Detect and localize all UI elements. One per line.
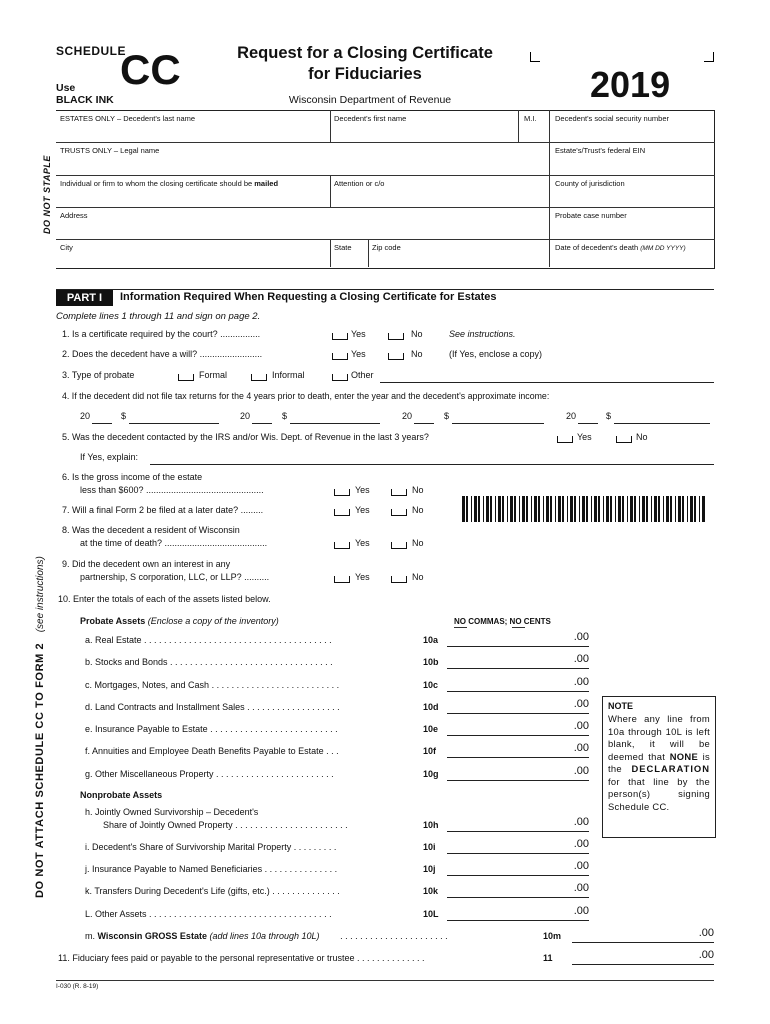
probate-informal-label: Informal <box>272 370 305 380</box>
barcode-bar <box>478 496 480 522</box>
line6-yes-checkbox[interactable] <box>334 489 350 496</box>
asset-row-10a-code: 10a <box>423 635 439 645</box>
asset-row-10d-code: 10d <box>423 702 439 712</box>
barcode-bar <box>639 496 640 522</box>
asset-row-10f-label: f. Annuities and Employee Death Benefits Payable to Estate . . . <box>85 746 339 756</box>
asset-row-10L-input[interactable] <box>447 905 589 921</box>
barcode-bar <box>514 496 516 522</box>
asset-row-10c-label: c. Mortgages, Notes, and Cash . . . . . . . . . . . . . . . . . . . . . . . . . . <box>85 680 340 690</box>
line2-question: 2. Does the decedent have a will? ......................... <box>62 349 263 359</box>
asset-row-h-code: 10h <box>423 820 439 830</box>
probate-other-label: Other <box>351 370 374 380</box>
barcode-bar <box>486 496 489 522</box>
line10-instruction: 10. Enter the totals of each of the assets listed below. <box>58 594 271 604</box>
part1-tag: PART I <box>56 290 113 306</box>
barcode-bar <box>694 496 696 522</box>
part1-subtitle: Complete lines 1 through 11 and sign on page 2. <box>56 311 261 322</box>
line11-label: 11. Fiduciary fees paid or payable to the personal representative or trustee . . . . . . . . . . . . . . <box>58 953 425 963</box>
barcode-bar <box>627 496 628 522</box>
probate-assets-label: Probate Assets <box>80 616 146 626</box>
line6-no-checkbox[interactable] <box>391 489 407 496</box>
line2-yes-label: Yes <box>351 349 366 359</box>
barcode-bar <box>538 496 540 522</box>
line7-no-label: No <box>412 505 424 515</box>
asset-row-10d-input[interactable] <box>447 698 589 714</box>
line5-explain-input[interactable] <box>150 450 714 465</box>
barcode-bar <box>502 496 504 522</box>
barcode-bar <box>546 496 549 522</box>
asset-row-10d-label: d. Land Contracts and Installment Sales . . . . . . . . . . . . . . . . . . . <box>85 702 340 712</box>
asset-row-h-label: h. Jointly Owned Survivorship – Decedent's <box>85 807 259 817</box>
probate-formal-checkbox[interactable] <box>178 374 194 381</box>
barcode-bar <box>702 496 705 522</box>
line2-no-checkbox[interactable] <box>388 353 404 360</box>
probate-assets-note: (Enclose a copy of the inventory) <box>147 616 279 626</box>
line9-no-checkbox[interactable] <box>391 576 407 583</box>
line8-no-checkbox[interactable] <box>391 542 407 549</box>
asset-row-10e-cents: .00 <box>573 720 589 732</box>
zip-field[interactable]: Zip code <box>372 243 401 252</box>
asset-row-10k-input[interactable] <box>447 882 589 898</box>
income2-dollar: $ <box>282 411 288 421</box>
line5-yes-checkbox[interactable] <box>557 436 573 443</box>
line7-no-checkbox[interactable] <box>391 509 407 516</box>
barcode-bar <box>682 496 684 522</box>
note-title: NOTE <box>608 701 634 711</box>
asset-row-10k-code: 10k <box>423 886 439 896</box>
barcode-bar <box>534 496 537 522</box>
decedent-first-name-field[interactable]: Decedent's first name <box>334 114 407 123</box>
asset-row-10g-code: 10g <box>423 769 439 779</box>
barcode-bar <box>462 496 465 522</box>
line1-no-checkbox[interactable] <box>388 333 404 340</box>
part1-title: Information Required When Requesting a Closing Certificate for Estates <box>120 291 497 303</box>
asset-row-10i-label: i. Decedent's Share of Survivorship Marital Property . . . . . . . . . <box>85 842 337 852</box>
barcode-bar <box>651 496 652 522</box>
year1-prefix: 20 <box>80 411 91 421</box>
barcode-bar <box>618 496 621 522</box>
asset-row-10e-code: 10e <box>423 724 439 734</box>
line6-yes-label: Yes <box>355 485 370 495</box>
mail-to-label: Individual or firm to whom the closing certificate should be <box>60 179 255 188</box>
line9-no-label: No <box>412 572 424 582</box>
line2-yes-checkbox[interactable] <box>332 353 348 360</box>
schedule-label: SCHEDULE <box>56 44 127 58</box>
barcode-bar <box>663 496 664 522</box>
federal-ein-field[interactable]: Estate's/Trust's federal EIN <box>555 146 646 155</box>
tax-year: 2019 <box>590 64 671 105</box>
barcode-bar <box>591 496 592 522</box>
asset-row-10k-cents: .00 <box>573 882 589 894</box>
asset-row-10g-label: g. Other Miscellaneous Property . . . . . . . . . . . . . . . . . . . . . . . . <box>85 769 334 779</box>
see-instructions-text: (see instructions) <box>35 556 46 633</box>
do-not-attach-text: DO NOT ATTACH SCHEDULE CC TO FORM 2 <box>34 642 46 898</box>
barcode-bar <box>567 496 568 522</box>
barcode-bar <box>678 496 681 522</box>
barcode-bar <box>471 496 472 522</box>
line5-question: 5. Was the decedent contacted by the IRS and/or Wis. Dept. of Revenue in the last 3 years? <box>62 432 429 442</box>
line-m-label <box>85 931 448 941</box>
note-body-a: Where any line from 10a through 10L is left blank, it will be deemed that <box>608 713 710 762</box>
income1-dollar: $ <box>121 411 127 421</box>
line5-no-checkbox[interactable] <box>616 436 632 443</box>
line9-yes-label: Yes <box>355 572 370 582</box>
do-not-attach-note <box>30 556 48 898</box>
note-body-declaration: DECLARATION <box>631 763 710 774</box>
schedule-code: CC <box>120 46 181 93</box>
form-title-line2: for Fiduciaries <box>308 65 422 83</box>
no-commas-heading: NO COMMAS; NO CENTS <box>454 617 551 626</box>
form-title-line1: Request for a Closing Certificate <box>237 44 493 62</box>
barcode-bar <box>510 496 513 522</box>
asset-row-10a-label: a. Real Estate . . . . . . . . . . . . . . . . . . . . . . . . . . . . . . . . . . . . . . <box>85 635 332 645</box>
asset-row-10b-cents: .00 <box>573 653 589 665</box>
line11-code: 11 <box>543 953 553 963</box>
barcode-bar <box>507 496 508 522</box>
asset-row-10c-code: 10c <box>423 680 439 690</box>
barcode-bar <box>670 496 672 522</box>
corner-mark-right <box>704 52 714 62</box>
asset-row-h-cents: .00 <box>573 816 589 828</box>
line5-yes-label: Yes <box>577 432 592 442</box>
probate-other-checkbox[interactable] <box>332 374 348 381</box>
address-field[interactable]: Address <box>60 211 88 220</box>
asset-row-10L-cents: .00 <box>573 905 589 917</box>
barcode-bar <box>558 496 561 522</box>
form-id: I-030 (R. 8-19) <box>56 983 99 990</box>
ssn-field[interactable]: Decedent's social security number <box>555 114 669 123</box>
line-m-bold: Wisconsin GROSS Estate <box>97 931 207 941</box>
barcode-bar <box>526 496 528 522</box>
year2-prefix: 20 <box>240 411 251 421</box>
line6-no-label: No <box>412 485 424 495</box>
barcode-bar <box>622 496 624 522</box>
city-field[interactable]: City <box>60 243 73 252</box>
year4-prefix: 20 <box>566 411 577 421</box>
income1-input[interactable] <box>129 409 219 424</box>
barcode-bar <box>666 496 669 522</box>
barcode-bar <box>562 496 564 522</box>
asset-row-10g-cents: .00 <box>573 765 589 777</box>
black-ink-label: BLACK INK <box>56 94 114 106</box>
line5-explain-label: If Yes, explain: <box>80 452 139 462</box>
line8-question: 8. Was the decedent a resident of Wisconsin <box>62 525 240 535</box>
line1-note: See instructions. <box>449 329 516 339</box>
county-field[interactable]: County of jurisdiction <box>555 179 625 188</box>
line11-input[interactable] <box>572 949 714 965</box>
line9-question: 9. Did the decedent own an interest in any <box>62 559 231 569</box>
barcode-bar <box>606 496 609 522</box>
asset-row-10j-code: 10j <box>423 864 436 874</box>
line1-yes-label: Yes <box>351 329 366 339</box>
line6-question-cont: less than $600? ............................................... <box>80 485 264 495</box>
barcode-bar <box>594 496 597 522</box>
asset-row-10g-input[interactable] <box>447 765 589 781</box>
mailed-emphasis: mailed <box>254 179 279 188</box>
income3-dollar: $ <box>444 411 450 421</box>
line-m-note: (add lines 10a through 10L) <box>206 931 320 941</box>
line11-cents: .00 <box>698 949 714 961</box>
line7-yes-checkbox[interactable] <box>334 509 350 516</box>
asset-row-10a-input[interactable] <box>447 631 589 647</box>
barcode-bar <box>555 496 556 522</box>
line9-yes-checkbox[interactable] <box>334 576 350 583</box>
probate-informal-checkbox[interactable] <box>251 374 267 381</box>
asset-row-10L-code: 10L <box>423 909 439 919</box>
asset-row-10f-cents: .00 <box>573 742 589 754</box>
line1-no-label: No <box>411 329 423 339</box>
year4-input[interactable] <box>578 409 598 424</box>
barcode-bar <box>687 496 688 522</box>
note-body-none: NONE <box>669 750 699 762</box>
state-field[interactable]: State <box>334 243 352 252</box>
nonprobate-assets-heading: Nonprobate Assets <box>80 790 163 800</box>
asset-row-10f-input[interactable] <box>447 742 589 758</box>
probate-other-input[interactable] <box>380 368 714 383</box>
asset-row-10k-label: k. Transfers During Decedent's Life (gifts, etc.) . . . . . . . . . . . . . . <box>85 886 340 896</box>
line-m-dots: . . . . . . . . . . . . . . . . . . . . . . <box>340 931 448 941</box>
line7-question: 7. Will a final Form 2 be filed at a later date? ......... <box>62 505 264 515</box>
line9-question-cont: partnership, S corporation, LLC, or LLP? .......... <box>80 572 270 582</box>
line5-no-label: No <box>636 432 648 442</box>
asset-row-10j-cents: .00 <box>573 860 589 872</box>
asset-row-10e-label: e. Insurance Payable to Estate . . . . . . . . . . . . . . . . . . . . . . . . . . <box>85 724 338 734</box>
asset-row-10i-cents: .00 <box>573 838 589 850</box>
barcode <box>462 496 705 522</box>
probate-assets-heading <box>80 616 279 626</box>
barcode-bar <box>490 496 492 522</box>
asset-row-10b-label: b. Stocks and Bonds . . . . . . . . . . . . . . . . . . . . . . . . . . . . . . . . . <box>85 657 333 667</box>
line6-question: 6. Is the gross income of the estate <box>62 472 203 482</box>
line8-no-label: No <box>412 538 424 548</box>
department-name: Wisconsin Department of Revenue <box>288 94 452 106</box>
line8-question-cont: at the time of death? ......................................... <box>80 538 268 548</box>
date-of-death-label: Date of decedent's death <box>555 243 639 252</box>
line-m-cents: .00 <box>698 927 714 939</box>
income4-input[interactable] <box>614 409 710 424</box>
barcode-bar <box>610 496 612 522</box>
asset-row-h-label-cont: Share of Jointly Owned Property . . . . . . . . . . . . . . . . . . . . . . . <box>103 820 348 830</box>
barcode-bar <box>603 496 604 522</box>
note-body <box>608 713 710 813</box>
barcode-bar <box>498 496 501 522</box>
asset-row-10i-input[interactable] <box>447 838 589 854</box>
date-format-hint: (MM DD YYYY) <box>640 245 686 252</box>
note-body-c: is the <box>608 750 711 774</box>
asset-row-10f-code: 10f <box>423 746 437 756</box>
asset-row-10c-input[interactable] <box>447 676 589 692</box>
note-box <box>602 696 716 838</box>
asset-row-10L-label: L. Other Assets . . . . . . . . . . . . . . . . . . . . . . . . . . . . . . . . . . . . . <box>85 909 332 919</box>
attention-field[interactable]: Attention or c/o <box>334 179 385 188</box>
middle-initial-field[interactable]: M.I. <box>524 114 537 123</box>
line-m-prefix: m. <box>85 931 98 941</box>
barcode-bar <box>586 496 588 522</box>
date-of-death-field[interactable] <box>555 243 686 252</box>
mail-to-field[interactable] <box>60 179 278 188</box>
barcode-bar <box>654 496 657 522</box>
barcode-bar <box>466 496 468 522</box>
barcode-bar <box>634 496 636 522</box>
year1-input[interactable] <box>92 409 112 424</box>
barcode-bar <box>579 496 580 522</box>
barcode-bar <box>495 496 496 522</box>
line1-question: 1. Is a certificate required by the court? ................ <box>62 329 261 339</box>
asset-row-10b-code: 10b <box>423 657 439 667</box>
asset-row-10a-cents: .00 <box>573 631 589 643</box>
probate-case-field[interactable]: Probate case number <box>555 211 627 220</box>
line8-yes-label: Yes <box>355 538 370 548</box>
trust-legal-name-field[interactable]: TRUSTS ONLY – Legal name <box>60 146 160 155</box>
barcode-bar <box>675 496 676 522</box>
line4-question: 4. If the decedent did not file tax returns for the 4 years prior to death, enter the year and the decedent's approximate income: <box>62 391 550 401</box>
line7-yes-label: Yes <box>355 505 370 515</box>
barcode-bar <box>543 496 544 522</box>
decedent-last-name-field[interactable]: ESTATES ONLY – Decedent's last name <box>60 114 196 123</box>
barcode-bar <box>531 496 532 522</box>
asset-row-10j-label: j. Insurance Payable to Named Beneficiaries . . . . . . . . . . . . . . . <box>85 864 338 874</box>
barcode-bar <box>658 496 660 522</box>
line2-note: (If Yes, enclose a copy) <box>449 349 543 359</box>
income4-dollar: $ <box>606 411 612 421</box>
asset-row-10d-cents: .00 <box>573 698 589 710</box>
barcode-bar <box>483 496 484 522</box>
asset-row-10i-code: 10i <box>423 842 436 852</box>
barcode-bar <box>570 496 573 522</box>
asset-row-10j-input[interactable] <box>447 860 589 876</box>
barcode-bar <box>522 496 525 522</box>
line1-yes-checkbox[interactable] <box>332 333 348 340</box>
barcode-bar <box>690 496 693 522</box>
use-label: Use <box>56 82 76 94</box>
year3-prefix: 20 <box>402 411 413 421</box>
year2-input[interactable] <box>252 409 272 424</box>
barcode-bar <box>574 496 576 522</box>
probate-formal-label: Formal <box>199 370 228 380</box>
barcode-bar <box>598 496 600 522</box>
line2-no-label: No <box>411 349 423 359</box>
barcode-bar <box>519 496 520 522</box>
note-body-e: for that line by the person(s) signing Schedule CC. <box>608 775 710 812</box>
barcode-bar <box>550 496 552 522</box>
barcode-bar <box>646 496 648 522</box>
asset-row-h-input[interactable] <box>447 816 589 832</box>
barcode-bar <box>630 496 633 522</box>
income2-input[interactable] <box>290 409 380 424</box>
asset-row-10e-input[interactable] <box>447 720 589 736</box>
barcode-bar <box>642 496 645 522</box>
income3-input[interactable] <box>452 409 544 424</box>
barcode-bar <box>615 496 616 522</box>
barcode-bar <box>582 496 585 522</box>
line3-question: 3. Type of probate <box>62 370 135 380</box>
barcode-bar <box>699 496 700 522</box>
line8-yes-checkbox[interactable] <box>334 542 350 549</box>
line-m-input[interactable] <box>572 927 714 943</box>
barcode-bar <box>474 496 477 522</box>
do-not-staple: DO NOT STAPLE <box>42 155 52 234</box>
line-m-code: 10m <box>543 931 562 941</box>
asset-row-10c-cents: .00 <box>573 676 589 688</box>
year3-input[interactable] <box>414 409 434 424</box>
asset-row-10b-input[interactable] <box>447 653 589 669</box>
